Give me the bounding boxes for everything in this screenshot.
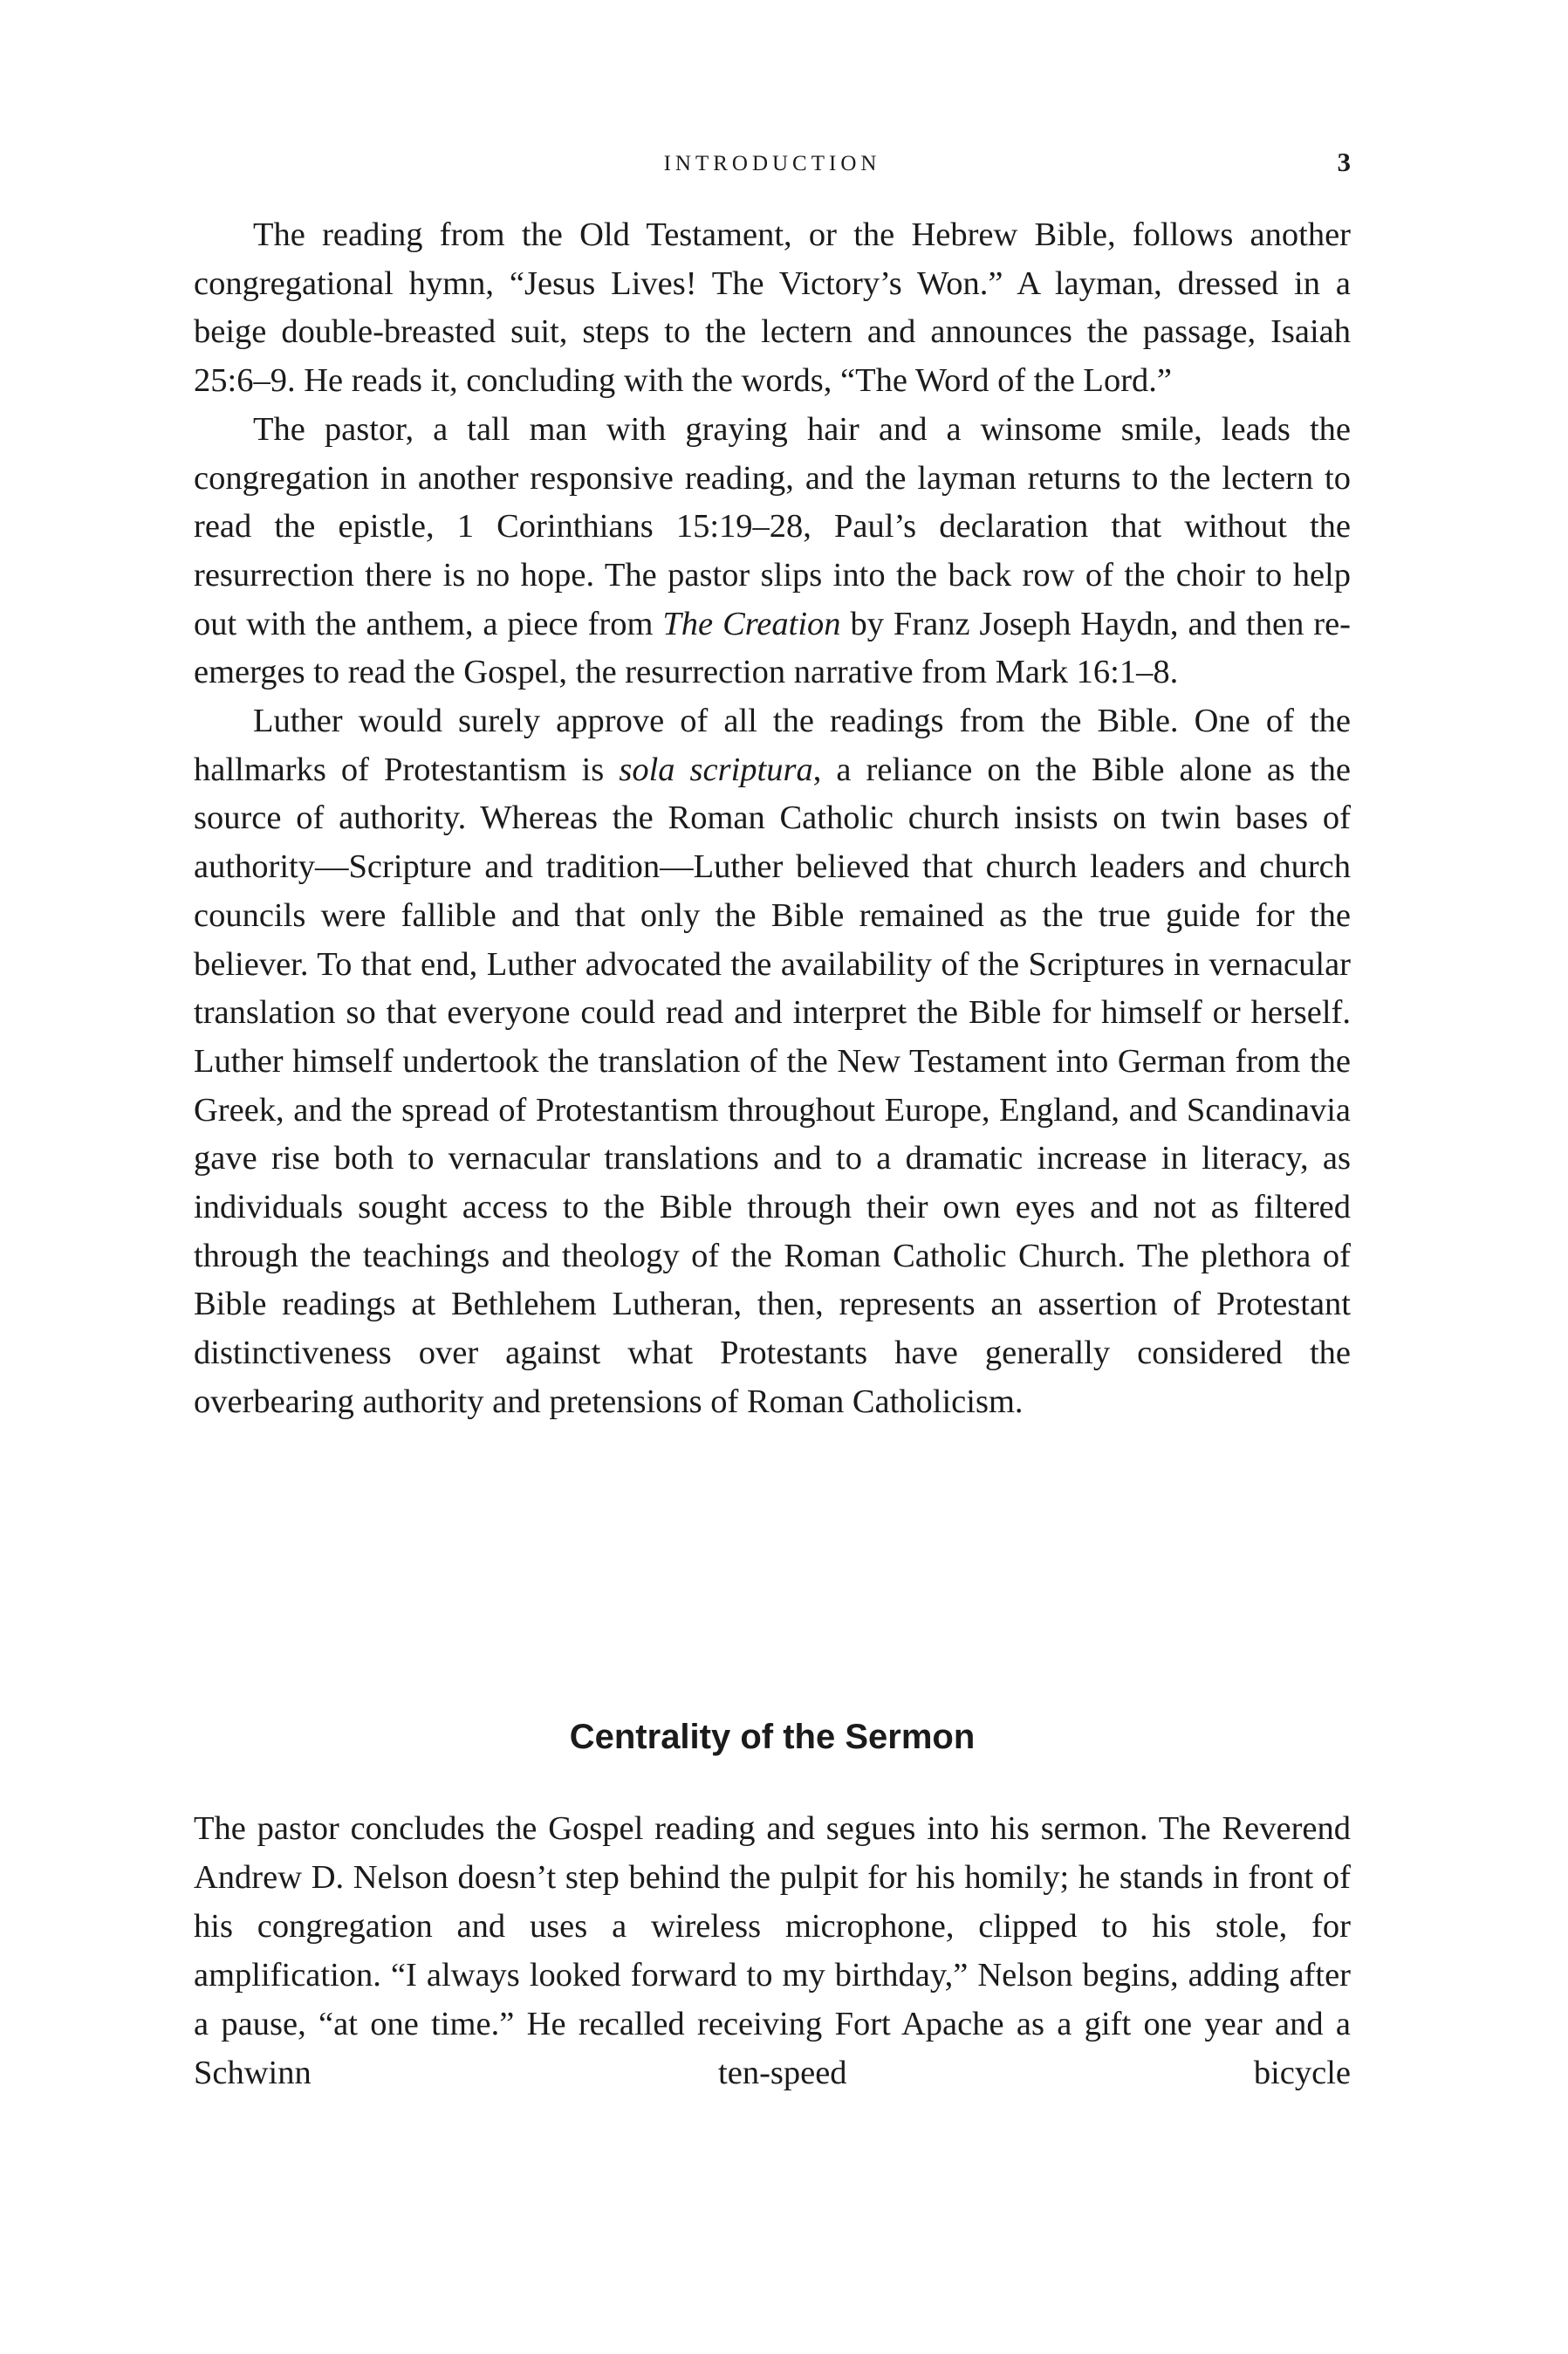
paragraph-3-text-b: , a reliance on the Bible alone as the source of authority. Whereas the Roman Catholic church insists on twin bases of authority—Scripture and tradition—Luther believed that church leaders and church councils were fallible and that only the Bible remained as the true guide for the believer. To that end, Luther advocated the availability of the Scriptures in vernacular translation so that everyone could read and interpret the Bible for himself or herself. Luther himself undertook the translation of the New Testament into German from the Greek, and the spread of Protestantism throughout Europe, England, and Scandinavia gave rise both to vernacular translations and to a dramatic increase in literacy, as individuals sought access to the Bible through their own eyes and not as filtered through the teachings and theology of the Roman Catholic Church. The plethora of Bible readings at Bethlehem Lutheran, then, represents an assertion of Protestant distinctiveness over against what Protestants have generally considered the overbearing authority and pretensions of Roman Catholicism. <box>194 751 1352 1420</box>
paragraph-3 <box>194 697 1351 1427</box>
paragraph-1 <box>194 211 1351 406</box>
page-number: 3 <box>1337 147 1351 177</box>
paragraph-2 <box>194 406 1351 697</box>
term-sola-scriptura: sola scriptura <box>619 751 813 788</box>
paragraph-1-text: The reading from the Old Testament, or the Hebrew Bible, follows another congregational hymn, “Jesus Lives! The Victory’s Won.” A layman, dressed in a beige double-breasted suit, steps to the lectern and announces the passage, Isaiah 25:6–9. He reads it, concluding with the words, “The Word of the Lord.” <box>194 216 1351 400</box>
paragraph-2-text-a: The pastor, a tall man with graying hair and a winsome smile, leads the congregation in another responsive reading, and the layman returns to the lectern to read the epistle, 1 Corinthians 15:19–28, Paul’s declaration that without the resurrection there is no hope. The pastor slips into the back row of the choir to help out with the anthem, a piece from <box>194 410 1351 642</box>
running-head <box>194 147 1351 190</box>
paragraph-2-text-b: by Franz Joseph Haydn, and then re-emerges to read the Gospel, the resurrection narrative from Mark 16:1–8. <box>194 605 1351 691</box>
section-body <box>194 1804 1351 2097</box>
section-heading: Centrality of the Sermon <box>569 1718 976 1756</box>
paragraph-3-text-a: Luther would surely approve of all the readings from the Bible. One of the hallmarks of Protestantism is <box>194 703 1351 788</box>
body-text <box>194 211 1351 1427</box>
section-paragraph: The pastor concludes the Gospel reading and segues into his sermon. The Reverend Andrew D. Nelson doesn’t step behind the pulpit for his homily; he stands in front of his congregation and uses a wireless microphone, clipped to his stole, for amplification. “I always looked forward to my birthday,” Nelson begins, adding after a pause, “at one time.” He recalled receiving Fort Apache as a gift one year and a Schwinn ten-speed bicycle <box>194 1810 1351 2091</box>
work-title-the-creation: The Creation <box>662 605 841 642</box>
running-title: INTRODUCTION <box>663 152 881 175</box>
